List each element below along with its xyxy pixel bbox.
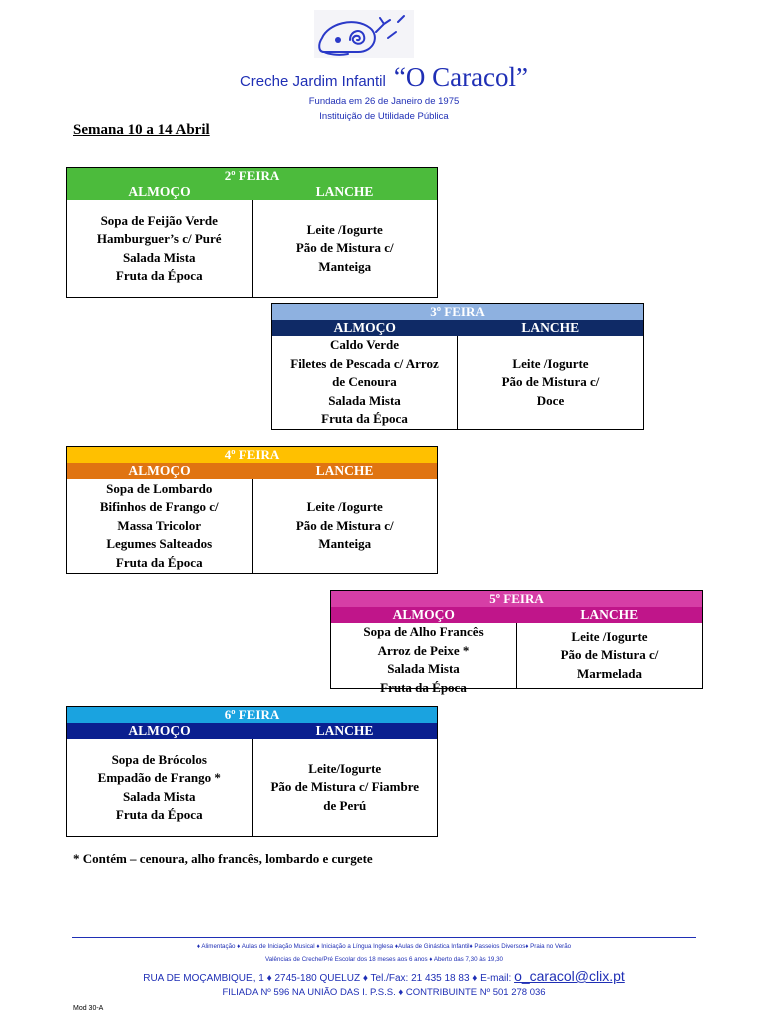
almoco-item: Filetes de Pescada c/ Arroz [290,355,439,371]
lanche-item: Pão de Mistura c/ [560,647,659,663]
almoco-item: Sopa de Alho Francês [363,624,484,639]
lanche-item: Leite/Iogurte [308,760,382,776]
lanche-cell [457,336,643,429]
almoco-item: Fruta da Época [115,807,203,822]
almoco-item: Salada Mista [122,249,196,265]
lanche-item: Leite /Iogurte [571,628,648,644]
almoco-cell [331,623,516,695]
almoco-cell [272,336,457,429]
footer-valencias: Valências de Creche/Pré Escolar dos 18 meses aos 6 anos ♦ Aberto das 7,30 às 19,30 [265,956,503,963]
lanche-item: Manteiga [318,258,372,274]
almoco-item: Fruta da Época [115,554,203,570]
lanche-item: Leite /Iogurte [306,221,383,237]
form-code: Mod 30-A [73,1005,104,1012]
footer-affiliation: FILIADA Nº 596 NA UNIÃO DAS I. P.S.S. ♦ CONTRIBUINTE Nº 501 278 036 [222,987,546,998]
lanche-cell [252,739,438,836]
almoco-item: Sopa de Brócolos [111,751,207,767]
day-header-friday: 6º FEIRA [67,707,437,723]
almoco-cell [67,479,252,573]
almoco-item: Fruta da Época [380,679,467,695]
day-header-monday: 2º FEIRA [67,168,437,184]
school-brand: “O Caracol” [393,62,529,92]
footer-divider [72,937,696,938]
almoco-item: Bifinhos de Frango c/ [99,499,219,515]
almoco-item: Sopa de Lombardo [106,480,213,496]
day-header-wednesday: 4º FEIRA [67,447,437,463]
column-headers [67,184,437,200]
almoco-item: Sopa de Feijão Verde [100,212,218,228]
almoco-header: ALMOÇO [392,607,455,622]
almoco-item: Empadão de Frango * [97,770,221,785]
almoco-header: ALMOÇO [128,463,191,478]
lanche-item: Pão de Mistura c/ [295,517,394,533]
almoco-item: Salada Mista [122,788,196,804]
almoco-item: Legumes Salteados [106,536,213,552]
lanche-cell [516,623,702,688]
almoco-item: Caldo Verde [330,337,399,352]
almoco-item: Arroz de Peixe * [377,642,470,658]
lanche-item: Manteiga [318,536,372,552]
school-name: Creche Jardim Infantil [239,73,386,90]
footer-address-text: RUA DE MOÇAMBIQUE, 1 ♦ 2745-180 QUELUZ ♦ Tel./Fax: 21 435 18 83 ♦ E-mail: [143,973,512,984]
lanche-header: LANCHE [580,607,639,622]
lanche-header: LANCHE [315,184,374,199]
almoco-item: Salada Mista [387,661,460,676]
lanche-header: LANCHE [315,723,374,738]
menu-wednesday [66,446,438,574]
snail-logo-icon [314,10,414,58]
almoco-item: Hamburguer’s c/ Puré [96,231,222,246]
almoco-item: Massa Tricolor [117,517,202,533]
menu-friday [66,706,438,837]
day-header-thursday: 5º FEIRA [331,591,702,607]
lanche-header: LANCHE [315,463,374,478]
lanche-item: Pão de Mistura c/ [295,240,394,256]
footer-services: ♦ Alimentação ♦ Aulas de Iniciação Musical ♦ Iniciação a Língua Inglesa ♦Aulas de Ginástica Infantil♦ Passeios Diversos♦ Praia no Verão [196,943,572,950]
menu-tuesday [271,303,644,430]
almoco-header: ALMOÇO [128,184,191,199]
column-headers [67,723,437,739]
column-headers [67,463,437,479]
almoco-cell [67,739,252,836]
lanche-item: Leite /Iogurte [306,499,383,515]
lanche-header: LANCHE [521,320,580,335]
lanche-item: Leite /Iogurte [512,355,589,371]
lanche-cell [252,200,438,297]
lanche-item: Pão de Mistura c/ [501,374,600,390]
almoco-header: ALMOÇO [333,320,396,335]
lanche-cell [252,479,438,573]
footer-address [0,968,768,984]
almoco-item: Salada Mista [328,392,401,408]
almoco-header: ALMOÇO [128,723,191,738]
week-title: Semana 10 a 14 Abril [73,122,210,138]
lanche-item: Pão de Mistura c/ Fiambre [270,779,419,795]
almoco-item: Fruta da Época [115,268,203,283]
lanche-item: de Perú [323,797,367,813]
column-headers [331,607,702,623]
menu-monday [66,167,438,298]
email-link[interactable]: o_caracol@clix.pt [514,968,625,984]
menu-thursday [330,590,703,695]
status-line: Instituição de Utilidade Pública [319,111,449,122]
lanche-item: Marmelada [577,665,642,681]
lanche-item: Doce [536,392,565,408]
column-headers [272,320,643,336]
almoco-item: de Cenoura [332,374,397,389]
almoco-item: Fruta da Época [321,411,408,426]
school-header [0,62,768,93]
day-header-tuesday: 3º FEIRA [272,304,643,320]
footnote: * Contém – cenoura, alho francês, lombardo e curgete [73,851,373,866]
founded-line: Fundada em 26 de Janeiro de 1975 [308,96,460,107]
almoco-cell [67,200,252,297]
